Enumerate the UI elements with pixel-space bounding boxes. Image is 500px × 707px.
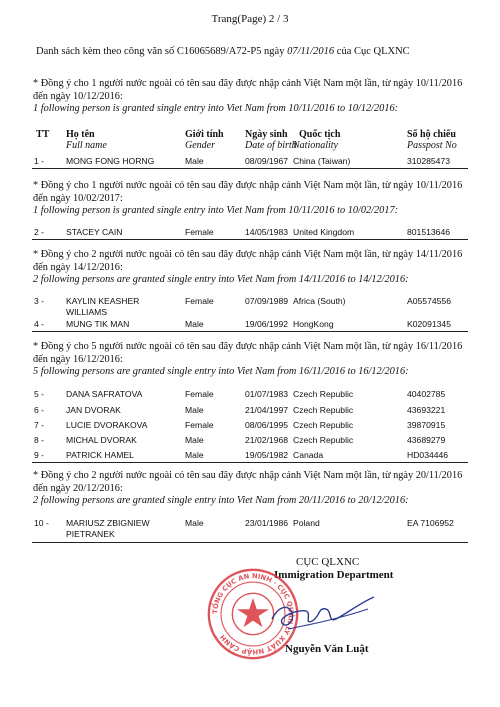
row-4-dob: 19/06/1992 <box>245 319 289 329</box>
table-rule <box>32 542 468 543</box>
table-rule <box>32 462 468 463</box>
section-1-en: 1 following person is granted single entry into Viet Nam from 10/11/2016 to 10/12/2016: <box>33 103 399 115</box>
row-3-passport: A05574556 <box>407 296 451 306</box>
row-3-name: KAYLIN KEASHER WILLIAMS <box>66 296 140 317</box>
section-5-vi: * Đồng ý cho 2 người nước ngoài có tên sau đây được nhập cảnh Việt Nam một lần, từ ngày 20/11/2016 đến ngày 20/12/2016: <box>33 470 463 494</box>
table-rule <box>32 168 468 169</box>
section-3 <box>33 249 473 287</box>
header-gender: Giới tính Gender <box>185 129 224 151</box>
row-7-passport: 39870915 <box>407 420 446 430</box>
row-6-name: JAN DVORAK <box>66 405 121 415</box>
row-9-nationality: Canada <box>293 450 324 460</box>
page-number: Trang(Page) 2 / 3 <box>211 13 289 25</box>
row-5-passport: 40402785 <box>407 389 446 399</box>
row-6-passport: 43693221 <box>407 405 446 415</box>
section-3-vi: * Đồng ý cho 2 người nước ngoài có tên sau đây được nhập cảnh Việt Nam một lần, từ ngày 14/11/2016 đến ngày 14/12/2016: <box>33 249 463 273</box>
row-6-dob: 21/04/1997 <box>245 405 289 415</box>
row-10-gender: Male <box>185 518 204 528</box>
row-9-no: 9 - <box>34 450 45 460</box>
row-10-nationality: Poland <box>293 518 320 528</box>
row-5-dob: 01/07/1983 <box>245 389 289 399</box>
row-10-passport: EA 7106952 <box>407 518 454 528</box>
row-3-nationality: Africa (South) <box>293 296 346 306</box>
row-1-gender: Male <box>185 156 204 166</box>
row-2-gender: Female <box>185 227 214 237</box>
header-no: TT <box>36 129 50 140</box>
row-9-passport: HD034446 <box>407 450 449 460</box>
header-name: Họ tên Full name <box>66 129 107 151</box>
section-1 <box>33 78 473 116</box>
row-8-dob: 21/02/1968 <box>245 435 289 445</box>
section-3-en: 2 following persons are granted single entry into Viet Nam from 14/11/2016 to 14/12/2016: <box>33 274 409 286</box>
row-7-name: LUCIE DVORAKOVA <box>66 420 148 430</box>
intro-prefix: Danh sách kèm theo công văn số C16065689/A72-P5 ngày <box>36 46 288 57</box>
row-9-name: PATRICK HAMEL <box>66 450 134 460</box>
row-1-name: MONG FONG HORNG <box>66 156 155 166</box>
document-intro <box>36 46 410 57</box>
row-2-dob: 14/05/1983 <box>245 227 289 237</box>
row-2-nationality: United Kingdom <box>293 227 355 237</box>
row-6-nationality: Czech Republic <box>293 405 354 415</box>
row-4-name: MUNG TIK MAN <box>66 319 130 329</box>
intro-suffix: của Cục QLXNC <box>334 46 410 57</box>
row-8-name: MICHAL DVORAK <box>66 435 137 445</box>
header-nationality: Quốc tịch Nationality <box>293 129 341 151</box>
header-passport: Số hộ chiếu Passpost No <box>407 129 457 151</box>
section-4-vi: * Đồng ý cho 5 người nước ngoài có tên sau đây được nhập cảnh Việt Nam một lần, từ ngày 16/11/2016 đến ngày 16/12/2016: <box>33 341 463 365</box>
row-4-nationality: HongKong <box>293 319 334 329</box>
row-8-nationality: Czech Republic <box>293 435 354 445</box>
row-8-no: 8 - <box>34 435 45 445</box>
row-3-dob: 07/09/1989 <box>245 296 289 306</box>
row-5-name: DANA SAFRATOVA <box>66 389 143 399</box>
row-5-gender: Female <box>185 389 214 399</box>
row-4-passport: K02091345 <box>407 319 451 329</box>
row-6-gender: Male <box>185 405 204 415</box>
row-9-gender: Male <box>185 450 204 460</box>
row-4-gender: Male <box>185 319 204 329</box>
section-2 <box>33 180 473 218</box>
row-10-dob: 23/01/1986 <box>245 518 289 528</box>
agency-name-en: Immigration Department <box>274 569 394 581</box>
seal-text: TỔNG CỤC AN NINH · CỤC QUẢN LÝ XUẤT NHẬP CẢNH <box>211 572 295 656</box>
row-4-no: 4 - <box>34 319 45 329</box>
section-4 <box>33 341 473 379</box>
row-7-gender: Female <box>185 420 214 430</box>
row-7-dob: 08/06/1995 <box>245 420 289 430</box>
section-1-vi: * Đồng ý cho 1 người nước ngoài có tên sau đây được nhập cảnh Việt Nam một lần, từ ngày 10/11/2016 đến ngày 10/12/2016: <box>33 78 463 102</box>
table-rule <box>32 239 468 240</box>
row-1-nationality: China (Taiwan) <box>293 156 351 166</box>
row-2-passport: 801513646 <box>407 227 451 237</box>
row-5-nationality: Czech Republic <box>293 389 354 399</box>
section-5-en: 2 following persons are granted single entry into Viet Nam from 20/11/2016 to 20/12/2016: <box>33 495 409 507</box>
row-10-name: MARIUSZ ZBIGNIEW PIETRANEK <box>66 518 150 539</box>
table-rule <box>32 331 468 332</box>
section-4-en: 5 following persons are granted single entry into Viet Nam from 16/11/2016 to 16/12/2016: <box>33 366 409 378</box>
row-5-no: 5 - <box>34 389 45 399</box>
row-1-passport: 310285473 <box>407 156 451 166</box>
row-1-no: 1 - <box>34 156 45 166</box>
section-2-vi: * Đồng ý cho 1 người nước ngoài có tên sau đây được nhập cảnh Việt Nam một lần, từ ngày 10/11/2016 đến ngày 10/02/2017: <box>33 180 463 204</box>
row-10-no: 10 - <box>34 518 49 528</box>
row-3-gender: Female <box>185 296 214 306</box>
row-1-dob: 08/09/1967 <box>245 156 289 166</box>
row-6-no: 6 - <box>34 405 45 415</box>
row-7-nationality: Czech Republic <box>293 420 354 430</box>
row-2-name: STACEY CAIN <box>66 227 123 237</box>
header-dob: Ngày sinh Date of birth <box>245 129 297 151</box>
handwritten-signature-icon <box>268 589 378 639</box>
agency-name-vi: CỤC QLXNC <box>296 556 360 568</box>
intro-date: 07/11/2016 <box>287 46 335 57</box>
row-8-passport: 43689279 <box>407 435 446 445</box>
row-9-dob: 19/05/1982 <box>245 450 289 460</box>
row-7-no: 7 - <box>34 420 45 430</box>
row-2-no: 2 - <box>34 227 45 237</box>
signer-name: Nguyễn Văn Luật <box>285 643 369 655</box>
section-2-en: 1 following person is granted single entry into Viet Nam from 10/11/2016 to 10/02/2017: <box>33 205 399 217</box>
section-5 <box>33 470 473 508</box>
row-8-gender: Male <box>185 435 204 445</box>
row-3-no: 3 - <box>34 296 45 306</box>
